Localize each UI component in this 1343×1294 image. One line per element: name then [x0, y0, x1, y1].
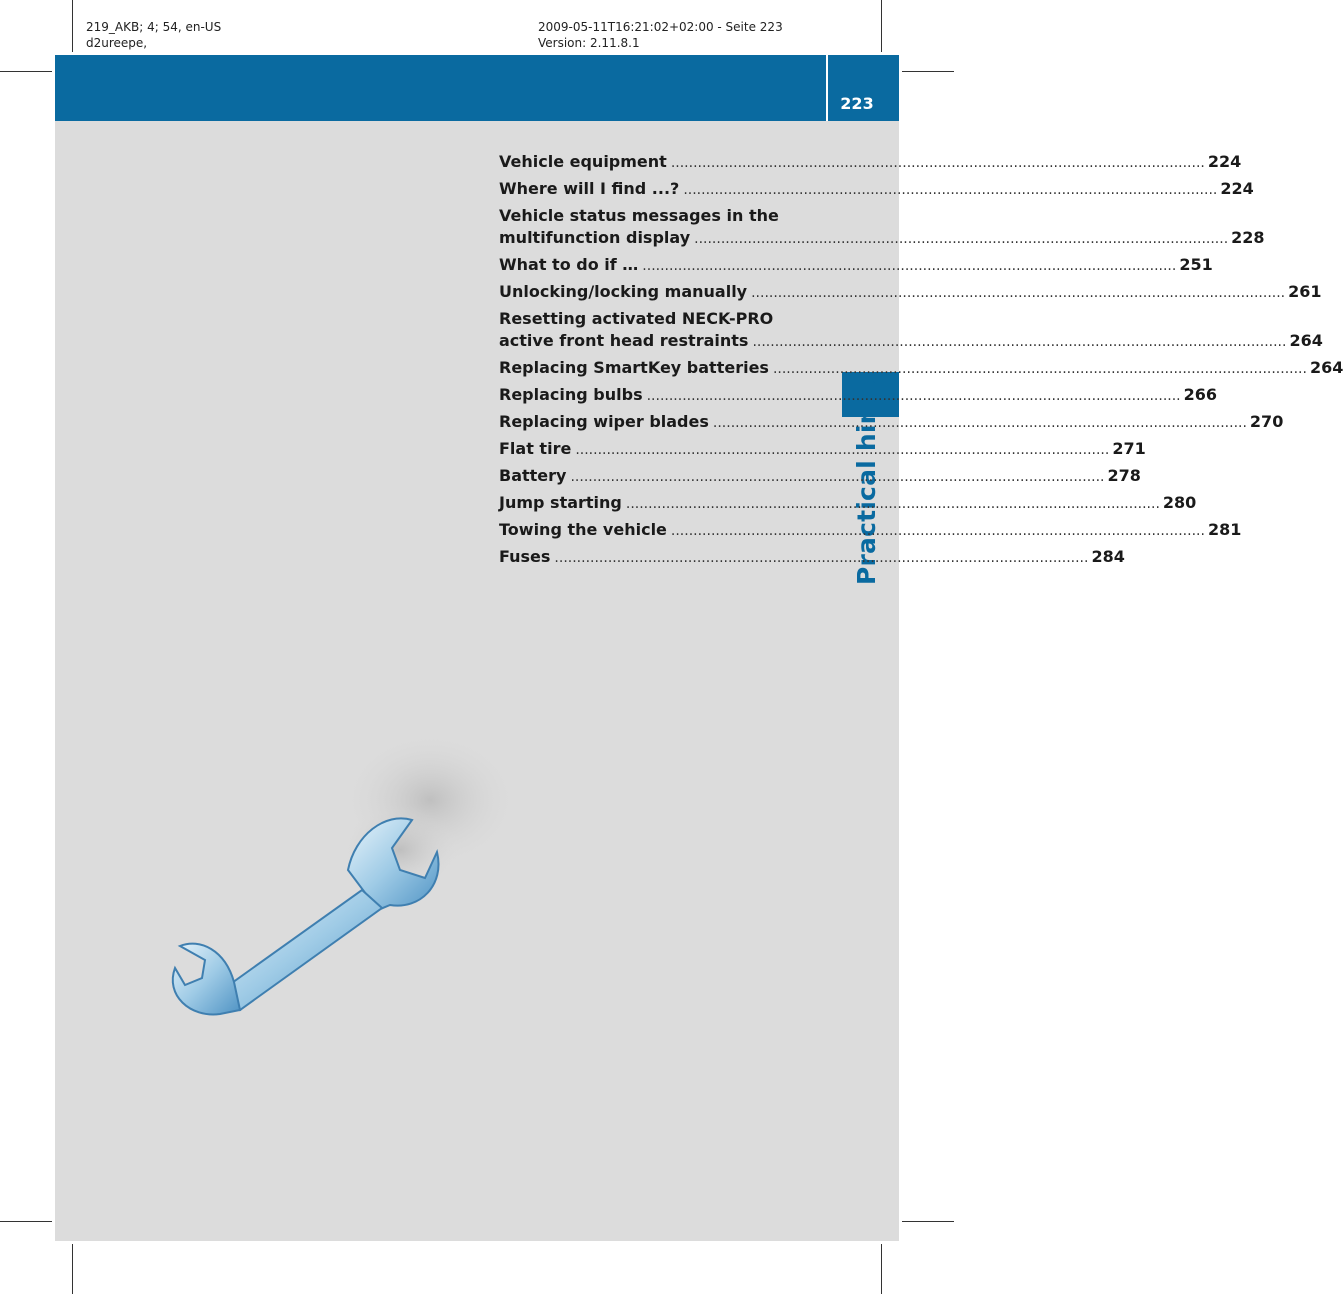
toc-entry-title-line1: Vehicle status messages in the: [499, 206, 779, 225]
print-meta-left: [86, 19, 221, 51]
toc-entry-page: 271: [1112, 439, 1146, 458]
toc-leader-dots: ........................................................................................................................: [772, 361, 1307, 377]
toc-entry-title: Unlocking/locking manually: [499, 282, 748, 301]
header-bar: [55, 55, 899, 121]
toc-entry-title: Jump starting: [499, 493, 622, 512]
toc-entry-page: 224: [1207, 152, 1242, 171]
toc-entry[interactable]: [499, 206, 1265, 250]
toc-entry[interactable]: [499, 282, 1322, 304]
toc-entry[interactable]: [499, 466, 1141, 488]
toc-entry[interactable]: [499, 152, 1242, 174]
toc-entry-page: 280: [1162, 493, 1197, 512]
crop-mark: [881, 0, 882, 52]
toc-leader-dots: ........................................................................................................................: [575, 442, 1110, 458]
toc-leader-dots: ........................................................................................................................: [683, 182, 1218, 198]
toc-entry-page: 284: [1091, 547, 1125, 566]
crop-mark: [72, 0, 73, 52]
toc-entry[interactable]: [499, 547, 1125, 569]
toc-entry-title: Replacing wiper blades: [499, 412, 709, 431]
toc-entry-title: Fuses: [499, 547, 551, 566]
toc-entry-title: Towing the vehicle: [499, 520, 667, 539]
print-meta-left-line2: d2ureepe,: [86, 36, 148, 50]
toc-entry-page: 264: [1309, 358, 1343, 377]
toc-entry[interactable]: [499, 309, 1323, 353]
toc-leader-dots: ........................................................................................................................: [712, 415, 1247, 431]
crop-mark: [0, 71, 52, 72]
toc-entry-page: 270: [1249, 412, 1284, 431]
toc-entry-title-line1: Resetting activated NECK-PRO: [499, 309, 774, 328]
toc-entry-title: Vehicle equipment: [499, 152, 667, 171]
print-meta-right-line1: 2009-05-11T16:21:02+02:00 - Seite 223: [538, 20, 783, 34]
toc-leader-dots: ........................................................................................................................: [625, 496, 1160, 512]
print-meta-right: [538, 19, 783, 51]
toc-leader-dots: ........................................................................................................................: [570, 469, 1105, 485]
toc-entry-page: 228: [1231, 228, 1265, 247]
toc-leader-dots: ........................................................................................................................: [670, 523, 1205, 539]
toc-entry[interactable]: [499, 179, 1254, 201]
toc-leader-dots: ........................................................................................................................: [554, 550, 1089, 566]
toc-entry-title: What to do if …: [499, 255, 639, 274]
print-meta-left-line1: 219_AKB; 4; 54, en-US: [86, 20, 222, 34]
crop-mark: [902, 71, 954, 72]
toc-leader-dots: ........................................................................................................................: [670, 155, 1205, 171]
toc-entry[interactable]: [499, 520, 1242, 542]
toc-leader-dots: ........................................................................................................................: [646, 388, 1181, 404]
crop-mark: [0, 1221, 52, 1222]
crop-mark: [72, 1244, 73, 1294]
section-title: Practical hints: [852, 379, 881, 585]
toc-leader-dots: ........................................................................................................................: [752, 334, 1287, 350]
toc-entry-title: Battery: [499, 466, 567, 485]
toc-entry[interactable]: [499, 385, 1218, 407]
toc-entry-title: Flat tire: [499, 439, 572, 458]
toc-entry[interactable]: [499, 493, 1197, 515]
toc-entry-page: 261: [1288, 282, 1322, 301]
toc-entry[interactable]: [499, 439, 1146, 461]
toc-entry-title: active front head restraints: [499, 331, 749, 350]
toc-entry-page: 278: [1107, 466, 1141, 485]
toc-entry[interactable]: [499, 358, 1343, 380]
toc-leader-dots: ........................................................................................................................: [751, 285, 1286, 301]
toc-entry-title: Replacing bulbs: [499, 385, 643, 404]
crop-mark: [881, 1244, 882, 1294]
wrench-icon: [150, 720, 530, 1040]
toc-leader-dots: ........................................................................................................................: [694, 231, 1229, 247]
crop-mark: [902, 1221, 954, 1222]
toc-entry-title: Where will I find ...?: [499, 179, 680, 198]
page-number: 223: [840, 94, 874, 113]
toc-entry-page: 251: [1179, 255, 1213, 274]
toc-entry-page: 266: [1183, 385, 1218, 404]
toc-entry[interactable]: [499, 255, 1213, 277]
toc-entry-page: 264: [1289, 331, 1323, 350]
toc-entry-title: multifunction display: [499, 228, 691, 247]
toc-leader-dots: ........................................................................................................................: [642, 258, 1177, 274]
toc-entry-title: Replacing SmartKey batteries: [499, 358, 769, 377]
toc-entry-page: 281: [1207, 520, 1242, 539]
print-meta-right-line2: Version: 2.11.8.1: [538, 36, 640, 50]
toc-entry[interactable]: [499, 412, 1284, 434]
toc-entry-page: 224: [1220, 179, 1254, 198]
